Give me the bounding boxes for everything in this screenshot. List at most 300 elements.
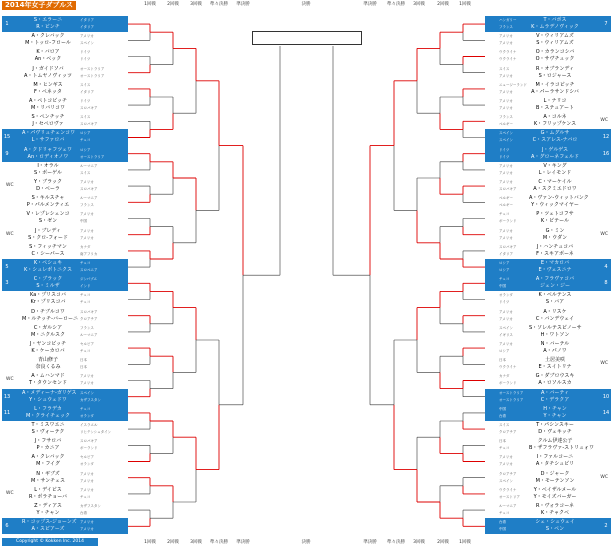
seed-number <box>601 32 611 48</box>
player-name: S・ヴォーテク <box>31 429 65 435</box>
player-countries <box>80 179 114 193</box>
country-name: アメリカ <box>499 228 513 233</box>
player-name: P・ツェトコフサ <box>536 211 574 218</box>
country-name: ロシア <box>80 147 91 152</box>
player-countries <box>499 276 533 290</box>
player-names <box>529 276 581 290</box>
team-slot <box>2 16 128 32</box>
player-countries <box>499 357 533 371</box>
team-slot <box>485 291 611 307</box>
country-name: アメリカ <box>80 487 94 492</box>
team-slot <box>485 81 611 97</box>
player-names <box>529 211 581 225</box>
player-countries <box>499 454 533 468</box>
player-countries <box>499 114 533 128</box>
country-name: スイス <box>80 82 91 87</box>
country-name: ルーマニア <box>80 196 98 201</box>
player-countries <box>80 503 114 517</box>
player-names <box>22 373 74 387</box>
player-names <box>529 66 581 80</box>
country-name: セルビア <box>80 342 94 346</box>
seed-number <box>601 48 611 64</box>
player-name: T・パシンスキー <box>536 422 574 428</box>
player-name: A・クドリャフツェワ <box>23 146 73 153</box>
round-label: 決勝 <box>301 2 311 7</box>
player-name: S・ペン <box>545 526 565 533</box>
country-name: アメリカ <box>80 374 94 379</box>
team-slot <box>2 113 128 129</box>
seed-number <box>2 162 12 178</box>
round-label: 準々決勝 <box>210 540 228 545</box>
team-slot <box>2 340 128 356</box>
seed-number <box>2 356 12 372</box>
player-names <box>22 422 74 436</box>
seed-number <box>2 243 12 259</box>
player-names <box>22 33 74 47</box>
player-name: S・フィッチマン <box>29 243 67 250</box>
player-names <box>22 228 74 242</box>
seed-number <box>2 453 12 469</box>
country-name: ポーランド <box>80 446 98 451</box>
country-name: オーストラリア <box>80 66 105 71</box>
player-countries <box>499 66 533 80</box>
seed-number <box>601 421 611 437</box>
country-name: スペイン <box>499 138 513 143</box>
player-names <box>22 17 74 31</box>
country-name: ウクライナ <box>499 487 517 492</box>
country-name: チェコ <box>80 494 91 499</box>
player-names <box>529 438 595 452</box>
country-name: アメリカ <box>80 478 94 483</box>
country-name: アメリカ <box>80 520 94 525</box>
round-label: 準々決勝 <box>210 2 228 7</box>
country-name: セルビア <box>80 455 94 460</box>
player-name: P・パルメンティエ <box>26 202 70 209</box>
seed-number: 16 <box>602 150 610 157</box>
country-name: フランス <box>80 325 94 330</box>
team-slot <box>485 324 611 340</box>
seed-number: 3 <box>5 280 9 287</box>
player-names <box>22 308 78 323</box>
player-name: K・ベルテンス <box>538 292 572 299</box>
country-name: カザフスタン <box>80 397 101 402</box>
team-slot <box>2 146 128 162</box>
player-name: T・ミスワエニ <box>31 422 65 428</box>
seed-number <box>2 210 12 226</box>
player-countries <box>499 130 533 144</box>
player-name: A・スピアーズ <box>31 526 65 533</box>
team-slot <box>2 32 128 48</box>
team-slot <box>485 372 611 388</box>
country-name: アメリカ <box>499 235 513 240</box>
player-name: S・ソレルテスピノーサ <box>529 324 582 331</box>
team-slot <box>2 372 128 388</box>
country-name: スロバキア <box>80 122 98 127</box>
country-name: 日本 <box>80 358 87 363</box>
player-name: A・パノワ <box>543 348 567 354</box>
country-name: 日本 <box>499 439 506 444</box>
country-name: アメリカ <box>499 89 513 94</box>
wildcard-label: WC <box>6 377 14 383</box>
player-names <box>529 503 581 517</box>
wildcard-label: WC <box>6 490 14 496</box>
country-name: アメリカ <box>499 316 513 321</box>
team-slot <box>485 65 611 81</box>
team-slot <box>2 291 128 307</box>
country-name: フランス <box>499 115 513 120</box>
country-name: イギリス <box>499 332 513 337</box>
player-names <box>529 357 581 371</box>
country-name: アメリカ <box>499 462 513 467</box>
player-name: ジェン・ジー <box>540 283 570 290</box>
player-name: V・レプレシェンコ <box>26 211 70 218</box>
player-name: C・ブラック <box>33 276 63 283</box>
seed-number <box>2 340 12 356</box>
seed-number <box>601 324 611 340</box>
player-names <box>529 309 581 323</box>
player-names <box>529 292 581 306</box>
country-name: アメリカ <box>80 34 94 39</box>
country-name: チェコ <box>80 261 91 265</box>
player-names <box>529 244 581 258</box>
player-names <box>22 325 74 339</box>
player-name: T・バボス <box>543 17 567 23</box>
player-name: P・カニア <box>36 445 60 452</box>
wildcard-label: WC <box>600 474 608 480</box>
player-names <box>529 163 581 177</box>
player-name: V・キング <box>543 162 567 169</box>
player-name: J・フサロバ <box>34 438 62 445</box>
player-name: K・ピテール <box>540 218 570 225</box>
country-name: カナダ <box>499 374 510 379</box>
player-names <box>22 357 74 371</box>
player-name: F・スキアボーネ <box>536 250 574 257</box>
player-name: Y・ブラック <box>34 179 62 185</box>
player-countries <box>499 406 533 420</box>
player-countries <box>499 244 533 258</box>
team-slot <box>485 356 611 372</box>
team-slot <box>485 178 611 194</box>
team-slot <box>2 65 128 81</box>
country-name: オーストラリア <box>499 397 524 402</box>
country-name: 中国 <box>80 219 87 224</box>
team-slot <box>485 518 611 534</box>
player-names <box>529 406 581 420</box>
country-name: 中国 <box>499 284 506 289</box>
player-name: K・フリップケンス <box>533 121 577 128</box>
round-label: 3回戦 <box>190 540 202 545</box>
team-slot <box>485 129 611 145</box>
country-name: 台湾 <box>80 511 87 515</box>
player-name: A・ヴァン-ウィットバンク <box>529 195 589 202</box>
player-name: D・ベーラ <box>36 186 60 192</box>
seed-number: 11 <box>3 409 11 416</box>
player-names <box>22 114 74 128</box>
country-name: ウクライナ <box>499 50 517 55</box>
player-name: D・チブルコワ <box>31 308 65 315</box>
player-names <box>529 17 581 31</box>
player-name: An・ベック <box>34 56 62 63</box>
team-slot <box>2 405 128 421</box>
team-slot <box>485 421 611 437</box>
player-countries <box>80 454 114 468</box>
player-name: A・コルネ <box>543 114 567 121</box>
player-name: M・リバリコワ <box>30 105 66 111</box>
player-name: A・フラヴァコバ <box>535 276 575 283</box>
player-names <box>529 130 581 144</box>
player-name: J・ゲルゲス <box>541 146 569 153</box>
seed-number <box>2 421 12 437</box>
country-name: オーストラリア <box>80 154 105 159</box>
player-names <box>529 147 581 161</box>
country-name: 台湾 <box>499 413 506 418</box>
seed-number <box>601 194 611 210</box>
seed-number <box>601 243 611 259</box>
player-name: C・バンデウェイ <box>535 315 575 322</box>
player-names <box>529 519 581 533</box>
country-name: スペイン <box>499 325 513 330</box>
country-name: アメリカ <box>499 34 513 39</box>
player-names <box>22 438 74 452</box>
player-name: 青山修子 <box>37 357 58 364</box>
player-names <box>22 179 74 193</box>
player-names <box>529 98 581 112</box>
player-name: E・ヴェスニナ <box>538 267 572 273</box>
team-slot <box>2 275 128 291</box>
round-label: 準決勝 <box>363 540 377 545</box>
player-name: I・ファルコーニ <box>536 454 574 461</box>
country-name: オランダ <box>499 293 513 298</box>
player-countries <box>499 373 533 387</box>
player-countries <box>499 147 533 161</box>
round-label: 1回戦 <box>144 540 156 545</box>
seed-number: 15 <box>3 134 11 141</box>
player-names <box>529 82 581 96</box>
player-names <box>22 389 77 404</box>
player-countries <box>80 49 114 63</box>
wildcard-label: WC <box>600 118 608 124</box>
player-name: M・ヒンギス <box>33 81 63 88</box>
team-slot <box>2 178 128 194</box>
seed-number: 13 <box>3 393 11 400</box>
country-name: ベルギー <box>499 196 513 201</box>
player-countries <box>80 406 114 420</box>
country-name: チェコ <box>80 138 91 143</box>
page-title: 2014年女子ダブルス <box>2 1 76 10</box>
player-names <box>22 341 74 355</box>
seed-number: 6 <box>5 523 9 530</box>
country-name: ロシア <box>499 268 510 272</box>
team-slot <box>2 421 128 437</box>
country-name: スペイン <box>499 478 513 483</box>
country-name: スペイン <box>499 131 513 136</box>
player-name: S・クロ-フォード <box>28 234 68 241</box>
team-slot <box>2 162 128 178</box>
country-name: アメリカ <box>499 106 513 110</box>
country-name: オランダ <box>80 462 94 467</box>
player-names <box>22 244 74 258</box>
country-name: ニュージーランド <box>499 82 527 87</box>
player-names <box>529 390 581 404</box>
player-name: J・ブレディ <box>35 227 61 234</box>
player-name: I・オラル <box>37 162 59 169</box>
team-slot <box>485 502 611 518</box>
player-countries <box>80 357 114 371</box>
player-countries <box>80 471 114 485</box>
player-name: K・ムラデノヴィック <box>531 24 579 30</box>
team-slot <box>485 486 611 502</box>
player-name: S・バア <box>545 299 565 306</box>
country-name: ハンガリー <box>499 18 517 22</box>
country-name: イスラエル <box>80 423 98 427</box>
country-name: インド <box>80 284 91 289</box>
player-countries <box>499 49 533 63</box>
seed-number: 8 <box>604 280 608 287</box>
player-names <box>22 195 74 209</box>
country-name: アメリカ <box>80 381 94 386</box>
country-name: 台湾 <box>499 520 506 525</box>
country-name: 南アフリカ <box>80 251 98 256</box>
player-countries <box>499 325 533 339</box>
country-name: ドイツ <box>499 300 510 305</box>
country-name: チェコ <box>80 300 91 305</box>
team-slot <box>2 227 128 243</box>
round-label: 2回戦 <box>437 2 449 7</box>
seed-number <box>2 470 12 486</box>
seed-number <box>601 81 611 97</box>
seed-number <box>601 453 611 469</box>
team-slot <box>485 437 611 453</box>
team-slot <box>2 308 128 324</box>
seed-number <box>601 210 611 226</box>
player-names <box>529 179 581 193</box>
country-name: カザフスタン <box>80 504 101 508</box>
player-name: V・ウィリアムズ <box>536 33 574 40</box>
player-countries <box>499 309 533 323</box>
country-name: アメリカ <box>80 180 94 184</box>
player-countries <box>80 244 114 258</box>
team-slot <box>485 389 611 405</box>
team-slot <box>485 210 611 226</box>
player-name: M・ニクルスク <box>30 331 65 338</box>
seed-number <box>601 308 611 324</box>
country-name: スイス <box>499 66 510 71</box>
seed-number <box>2 81 12 97</box>
country-name: ポーランド <box>499 219 517 224</box>
seed-number <box>2 113 12 129</box>
player-name: S・ミルザ <box>36 283 60 290</box>
player-names <box>22 98 74 112</box>
player-name: E・スイトリナ <box>538 364 572 371</box>
country-name: ウクライナ <box>499 57 517 62</box>
team-slot <box>2 470 128 486</box>
team-slot <box>485 259 611 275</box>
player-countries <box>80 130 114 144</box>
player-name: G・ミン <box>545 227 565 234</box>
team-slot <box>485 340 611 356</box>
country-name: フランス <box>499 25 513 29</box>
player-name: A・タチシュビリ <box>535 461 575 468</box>
seed-number <box>601 502 611 518</box>
country-name: スロバキア <box>499 187 517 191</box>
player-countries <box>80 276 114 290</box>
player-name: S・ボーゲル <box>33 169 63 176</box>
player-countries <box>80 98 114 112</box>
player-name: R・コップス-ジョーンズ <box>22 519 77 526</box>
player-countries <box>499 98 533 112</box>
player-countries <box>499 503 533 517</box>
player-names <box>529 487 581 501</box>
player-name: A・メディーナ-ガリゲス <box>22 389 77 396</box>
seed-number <box>601 437 611 453</box>
player-countries <box>499 260 533 274</box>
player-names <box>22 147 74 161</box>
country-name: イタリア <box>80 89 94 94</box>
player-name: S・キルスチャ <box>31 195 65 202</box>
player-countries <box>80 82 114 96</box>
wildcard-label: WC <box>600 231 608 237</box>
country-name: カナダ <box>80 244 91 249</box>
player-names <box>529 341 581 355</box>
player-name: T・タウンセンド <box>28 380 68 387</box>
country-name: スロバキア <box>80 187 98 191</box>
round-label: 2回戦 <box>167 2 179 7</box>
player-countries <box>499 390 533 404</box>
country-name: アメリカ <box>80 471 94 476</box>
country-name: クロアチア <box>80 316 98 321</box>
country-name: ロシア <box>499 261 510 265</box>
country-name: スロバキア <box>80 106 98 110</box>
player-countries <box>80 33 114 47</box>
country-name: イタリア <box>80 25 94 29</box>
player-name: Y・シュウェドワ <box>29 396 67 403</box>
country-name: アメリカ <box>80 212 94 217</box>
team-slot <box>2 502 128 518</box>
seed-number: 10 <box>602 393 610 400</box>
player-countries <box>499 17 533 31</box>
player-name: M・モーテンソン <box>535 477 575 484</box>
player-countries <box>80 17 114 31</box>
team-slot <box>485 48 611 64</box>
round-label: 1回戦 <box>459 540 471 545</box>
seed-number: 12 <box>602 134 610 141</box>
team-slot <box>485 453 611 469</box>
country-name: アメリカ <box>499 163 513 168</box>
team-slot <box>485 16 611 32</box>
player-countries <box>80 228 114 242</box>
round-label: 1回戦 <box>144 2 156 7</box>
team-slot <box>485 113 611 129</box>
player-countries <box>80 260 114 274</box>
player-countries <box>80 438 114 452</box>
seed-number <box>2 65 12 81</box>
country-name: スペイン <box>80 41 94 46</box>
team-slot <box>485 243 611 259</box>
seed-number <box>2 97 12 113</box>
seed-number <box>601 97 611 113</box>
player-names <box>529 114 581 128</box>
wildcard-label: WC <box>600 361 608 367</box>
player-name: J・ガイドソバ <box>32 65 64 72</box>
player-name: L・ナリコ <box>543 98 567 104</box>
country-name: オランダ <box>80 413 94 418</box>
country-name: オーストラリア <box>499 390 524 395</box>
player-name: Y・モイズバーガー <box>533 493 577 500</box>
player-name: K・バロア <box>36 49 60 56</box>
country-name: ロシア <box>80 131 91 136</box>
team-slot <box>485 97 611 113</box>
country-name: アメリカ <box>499 455 513 460</box>
